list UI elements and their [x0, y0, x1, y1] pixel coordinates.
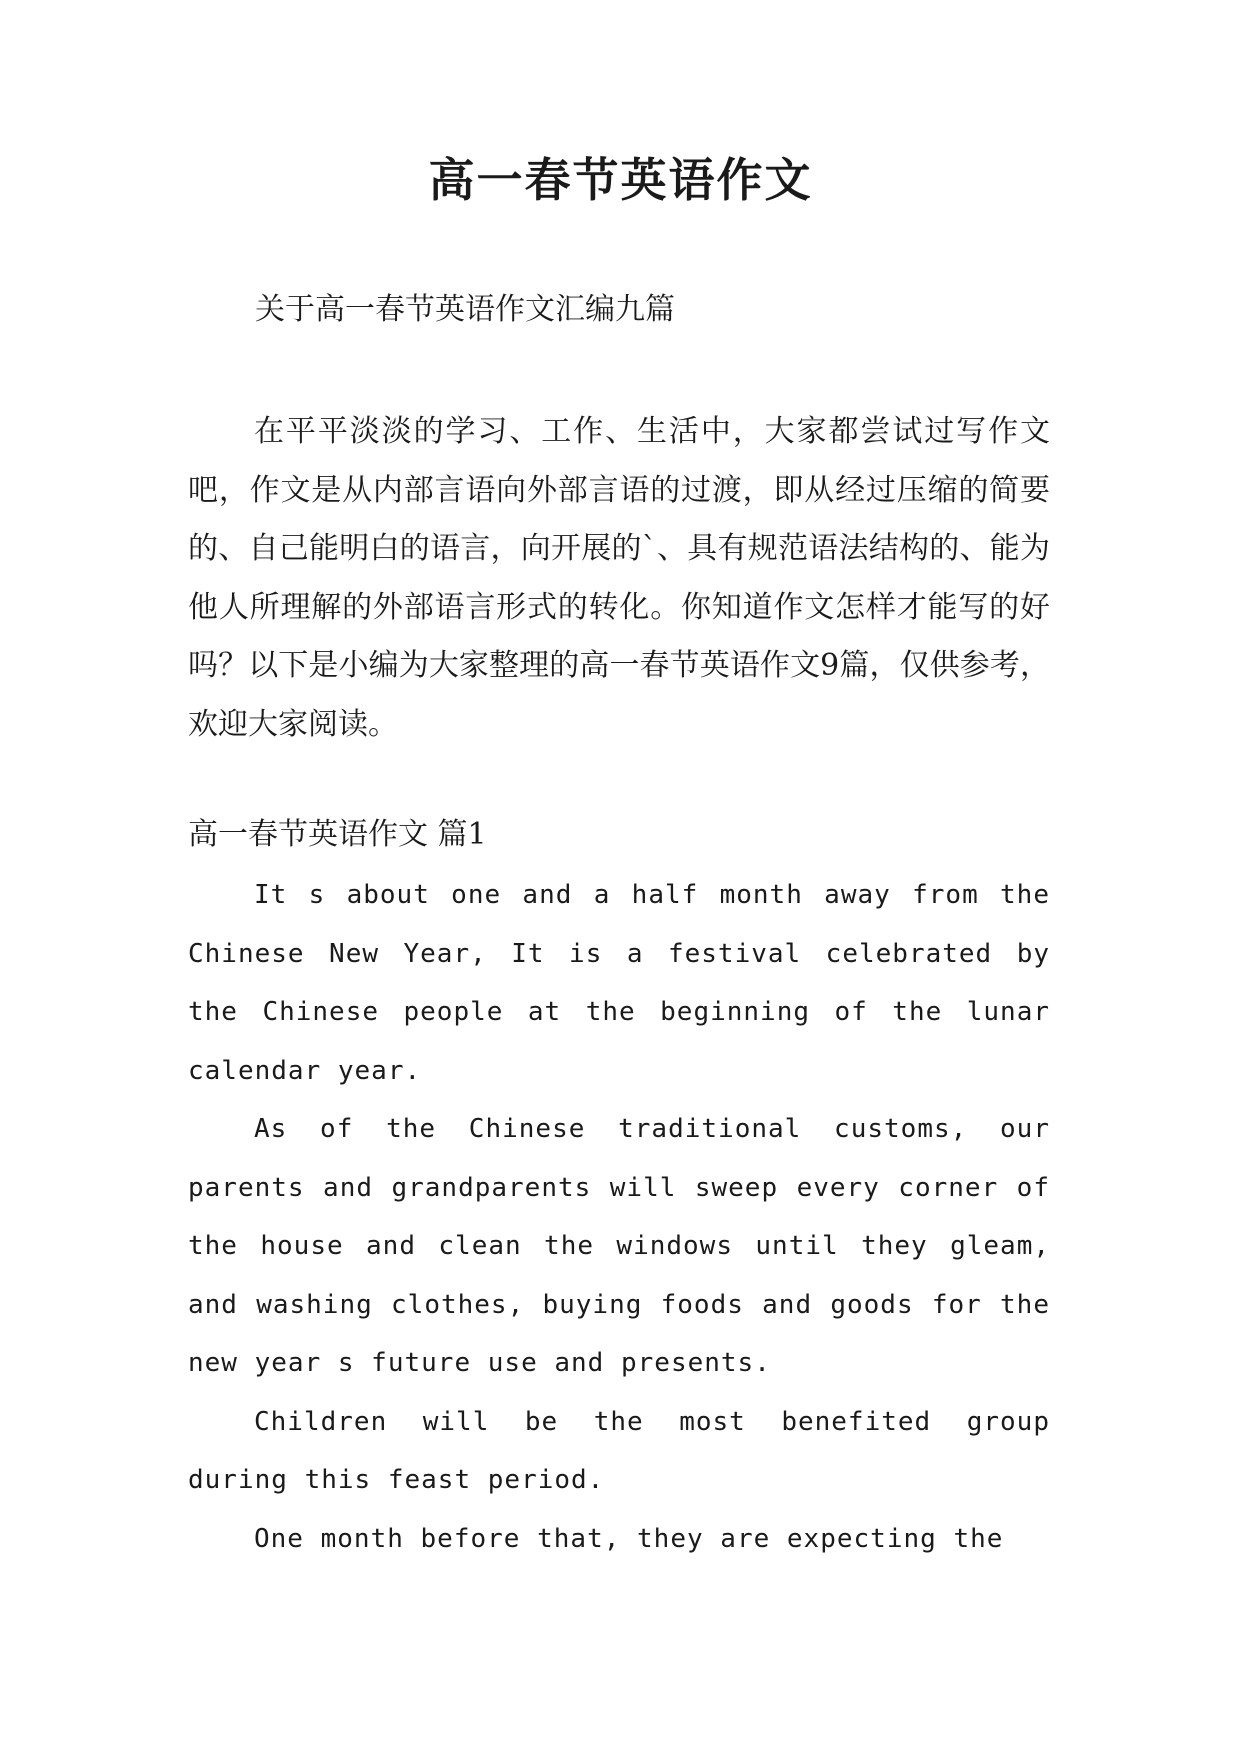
essay-body	[188, 866, 1050, 1568]
essay-paragraph: Children will be the most benefited group during this feast period.	[188, 1406, 1050, 1495]
essay-paragraph: It s about one and a half month away from the Chinese New Year, It is a festival celebrated by the Chinese people at the beginning of the lunar calendar year.	[188, 880, 1050, 1086]
intro-paragraph: 在平平淡淡的学习、工作、生活中，大家都尝试过写作文吧，作文是从内部言语向外部言语的过渡，即从经过压缩的简要的、自己能明白的语言，向开展的`、具有规范语法结构的、能为他人所理解的外部语言形式的转化。你知道作文怎样才能写的好吗？以下是小编为大家整理的高一春节英语作文9篇，仅供参考，欢迎大家阅读。	[188, 414, 1050, 742]
essay-paragraph: As of the Chinese traditional customs, our parents and grandparents will sweep every corner of the house and clean the windows until they gleam, and washing clothes, buying foods and goods for the new year s future use and presents.	[188, 1114, 1050, 1378]
essay-paragraph: One month before that, they are expecting the	[254, 1523, 1004, 1554]
page-title: 高一春节英语作文	[428, 153, 813, 207]
section-heading: 高一春节英语作文 篇1	[188, 817, 487, 852]
subtitle: 关于高一春节英语作文汇编九篇	[255, 292, 675, 327]
